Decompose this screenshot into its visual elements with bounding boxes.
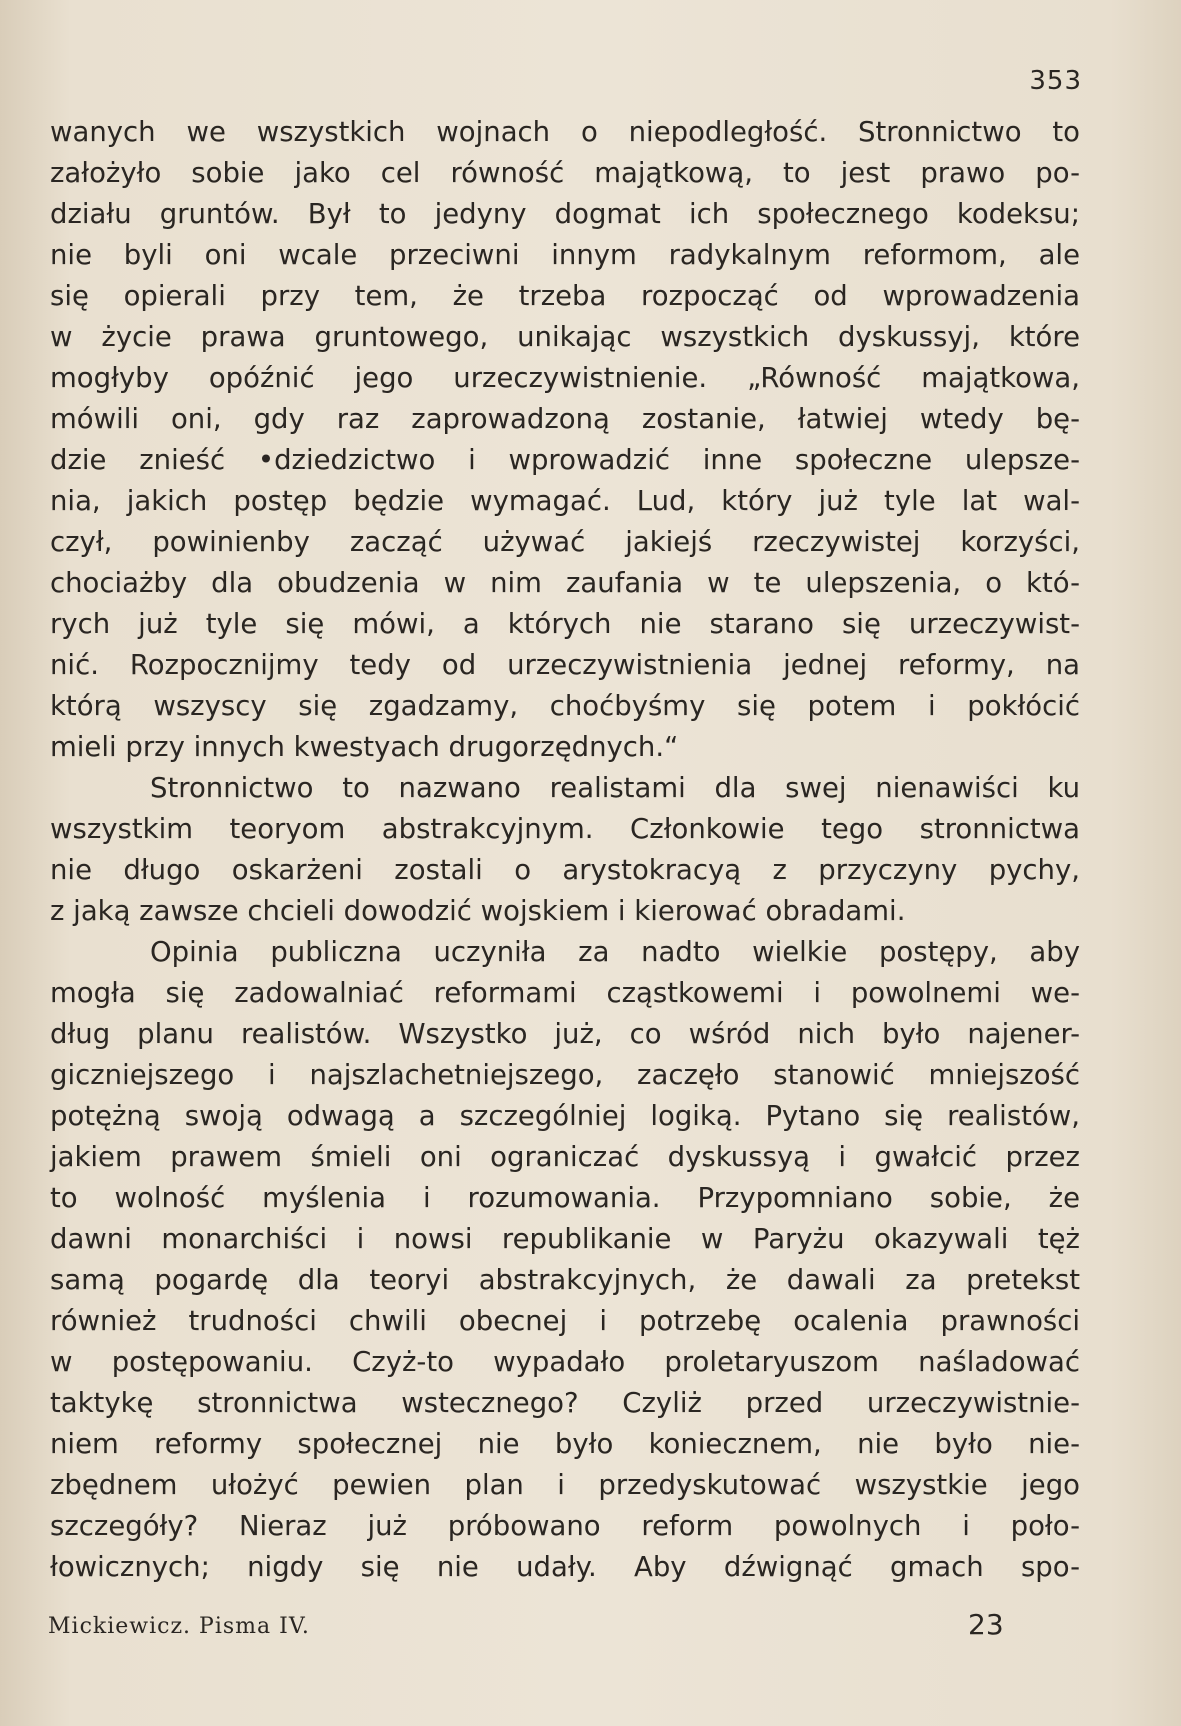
text-line: dług planu realistów. Wszystko już, co wśród nich było najener-	[50, 1018, 1080, 1050]
text-line: giczniejszego i najszlachetniejszego, zaczęło stanowić mniejszość	[50, 1059, 1080, 1091]
signature-number: 23	[968, 1608, 1004, 1641]
text-line: wanych we wszystkich wojnach o niepodległość. Stronnictwo to	[50, 116, 1080, 148]
text-line: się opierali przy tem, że trzeba rozpocząć od wprowadzenia	[50, 280, 1080, 312]
text-line: Opinia publiczna uczyniła za nadto wielkie postępy, aby	[150, 936, 1080, 968]
text-line: zbędnem ułożyć pewien plan i przedyskutować wszystkie jego	[50, 1469, 1080, 1501]
text-line: nie byli oni wcale przeciwni innym radykalnym reformom, ale	[50, 239, 1080, 271]
text-line: dzie znieść •dziedzictwo i wprowadzić inne społeczne ulepsze-	[50, 444, 1080, 476]
text-line: niem reformy społecznej nie było koniecznem, nie było nie-	[50, 1428, 1080, 1460]
text-line: nie długo oskarżeni zostali o arystokracyą z przyczyny pychy,	[50, 854, 1080, 886]
page-number: 353	[1029, 66, 1082, 96]
text-line: czył, powinienby zacząć używać jakiejś rzeczywistej korzyści,	[50, 526, 1080, 558]
text-line: wszystkim teoryom abstrakcyjnym. Członkowie tego stronnictwa	[50, 813, 1080, 845]
text-line: mogła się zadowalniać reformami cząstkowemi i powolnemi we-	[50, 977, 1080, 1009]
text-line: mogłyby opóźnić jego urzeczywistnienie. „Równość majątkowa,	[50, 362, 1080, 394]
text-line: w życie prawa gruntowego, unikając wszystkich dyskussyj, które	[50, 321, 1080, 353]
text-line: szczegóły? Nieraz już próbowano reform powolnych i poło-	[50, 1510, 1080, 1542]
body-text	[50, 112, 1080, 1588]
text-line: w postępowaniu. Czyż-to wypadało proletaryuszom naśladować	[50, 1346, 1080, 1378]
footer-signature: Mickiewicz. Pisma IV.	[48, 1614, 310, 1639]
text-line: Stronnictwo to nazwano realistami dla swej nienawiści ku	[150, 772, 1080, 804]
text-line: nia, jakich postęp będzie wymagać. Lud, który już tyle lat wal-	[50, 485, 1080, 517]
text-line: łowicznych; nigdy się nie udały. Aby dźwignąć gmach spo-	[50, 1551, 1080, 1583]
text-line: jakiem prawem śmieli oni ograniczać dyskussyą i gwałcić przez	[50, 1141, 1080, 1173]
text-line: mówili oni, gdy raz zaprowadzoną zostanie, łatwiej wtedy bę-	[50, 403, 1080, 435]
text-line: założyło sobie jako cel równość majątkową, to jest prawo po-	[50, 157, 1080, 189]
text-line: rych już tyle się mówi, a których nie starano się urzeczywist-	[50, 608, 1080, 640]
text-line: taktykę stronnictwa wstecznego? Czyliż przed urzeczywistnie-	[50, 1387, 1080, 1419]
text-line: nić. Rozpocznijmy tedy od urzeczywistnienia jednej reformy, na	[50, 649, 1080, 681]
text-line: chociażby dla obudzenia w nim zaufania w te ulepszenia, o któ-	[50, 567, 1080, 599]
text-line: potężną swoją odwagą a szczególniej logiką. Pytano się realistów,	[50, 1100, 1080, 1132]
text-line: to wolność myślenia i rozumowania. Przypomniano sobie, że	[50, 1182, 1080, 1214]
text-line: dawni monarchiści i nowsi republikanie w Paryżu okazywali tęż	[50, 1223, 1080, 1255]
text-line: z jaką zawsze chcieli dowodzić wojskiem i kierować obradami.	[50, 895, 906, 927]
text-line: samą pogardę dla teoryi abstrakcyjnych, że dawali za pretekst	[50, 1264, 1080, 1296]
text-line: również trudności chwili obecnej i potrzebę ocalenia prawności	[50, 1305, 1080, 1337]
text-line: mieli przy innych kwestyach drugorzędnych.“	[50, 731, 679, 763]
text-line: którą wszyscy się zgadzamy, choćbyśmy się potem i pokłócić	[50, 690, 1080, 722]
text-line: działu gruntów. Był to jedyny dogmat ich społecznego kodeksu;	[50, 198, 1080, 230]
